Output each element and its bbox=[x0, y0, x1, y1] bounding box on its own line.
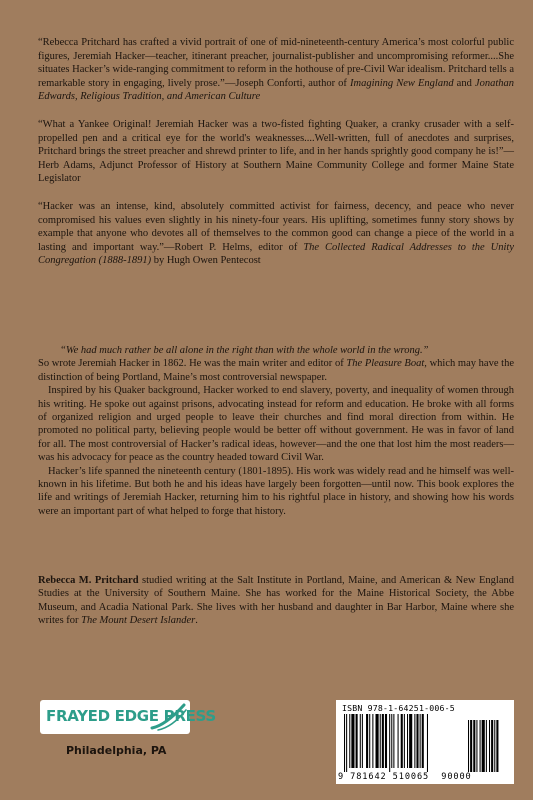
book-description bbox=[38, 344, 514, 518]
book-title: The Collected Radical Addresses to the Unity Congregation (1888-1891) bbox=[38, 241, 514, 267]
price-code: 90000 bbox=[441, 772, 472, 782]
hacker-quote: “We had much rather be all alone in the right than with the whole world in the wrong.” bbox=[60, 345, 429, 356]
blurb-adams: “What a Yankee Original! Jeremiah Hacker was a two-fisted fighting Quaker, a cranky crusader with a self-propelled pen and a critical eye for the world's weaknesses....Well-written, full of anecdotes and surprises, Pritchard brings the street preacher and shrewd printer to life, and in her hands sprightly good company he is!”—Herb Adams, Adjunct Professor of History at Southern Maine Community College and former Maine State Legislator bbox=[38, 118, 514, 185]
publisher-name: FRAYED EDGE PRESS bbox=[46, 707, 216, 725]
author-bio: Rebecca M. Pritchard studied writing at the Salt Institute in Portland, Maine, and American & New England Studies at the University of Southern Maine. She has worked for the Maine Historical Society, the Abbe Museum, and Acadia National Park. She lives with her husband and daughter in Bar Harbor, Maine where she writes for The Mount Desert Islander. bbox=[38, 575, 514, 627]
description-paragraph: Hacker’s life spanned the nineteenth century (1801-1895). His work was widely read and he himself was well-known in his lifetime. But both he and his ideas have largely been forgotten—until now. This book explores the life and writings of Jeremiah Hacker, returning him to his rightful place in history, and showing how his words were an important part of what helped to forge that history. bbox=[38, 465, 514, 517]
newspaper-title: The Mount Desert Islander bbox=[81, 615, 196, 627]
isbn-barcode bbox=[336, 700, 514, 784]
book-title: Imagining New England bbox=[350, 77, 454, 89]
description-paragraph: So wrote Jeremiah Hacker in 1862. He was the main writer and editor of The Pleasure Boat, which may have the distinction of being Portland, Maine’s most controversial newspaper. bbox=[38, 358, 514, 383]
publisher-logo-mark bbox=[40, 700, 216, 734]
blurb-helms: “Hacker was an intense, kind, absolutely committed activist for fairness, decency, and peace who never compromised his values even slightly in his ninety-four years. His uplifting, sometimes funny story shows by example that anyone who devotes all of themselves to the common good can change a piece of the world in a lasting and important way.”—Robert P. Helms, editor of The Collected Radical Addresses to the Unity Congregation (1888-1891) by Hugh Owen Pentecost bbox=[38, 200, 514, 267]
review-blurbs bbox=[38, 36, 514, 282]
barcode-icon bbox=[342, 714, 508, 772]
author-name: Rebecca M. Pritchard bbox=[38, 575, 139, 586]
newspaper-title: The Pleasure Boat bbox=[346, 358, 425, 370]
publisher-logo bbox=[40, 700, 216, 762]
isbn-label: ISBN 978-1-64251-006-5 bbox=[342, 703, 455, 713]
description-paragraph: Inspired by his Quaker background, Hacker worked to end slavery, poverty, and inequality of women through his writing. He spoke out against prisons, advocating instead for reform and education. He broke with all forms of organized religion and urged people to leave their churches and find moral direction from within. He promoted no political party, believing people would be better off without government. He was in favor of land for all. The most controversial of Hacker’s radical ideas, however—and the one that lost him the most readers—was his advocacy for peace as the country headed toward Civil War. bbox=[38, 385, 514, 464]
barcode-digits: 9 781642 510065 90000 bbox=[338, 772, 472, 782]
publisher-city: Philadelphia, PA bbox=[66, 744, 167, 757]
swoosh-icon bbox=[148, 702, 188, 732]
blurb-conforti: “Rebecca Pritchard has crafted a vivid portrait of one of mid-nineteenth-century America’s most colorful public figures, Jeremiah Hacker—teacher, itinerant preacher, journalist-publisher and uncompromising reformer....She situates Hacker’s wide-ranging commitment to reform in the hothouse of pre-Civil War idealism. Pritchard tells a remarkable story in engaging, lively prose.”—Joseph Conforti, author of Imagining New England and Jonathan Edwards, Religious Tradition, and American Culture bbox=[38, 37, 514, 103]
book-title: Jonathan Edwards, Religious Tradition, and American Culture bbox=[38, 77, 514, 103]
